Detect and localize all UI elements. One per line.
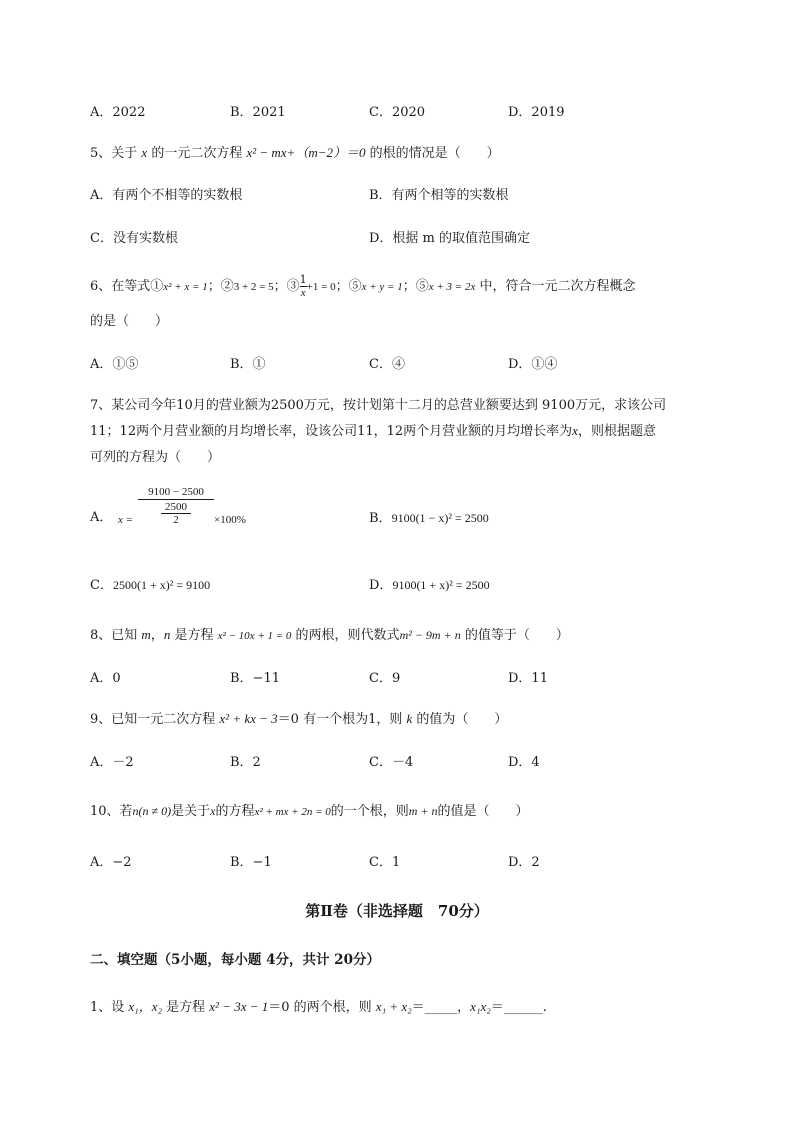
q8-text: ， [150, 628, 164, 643]
q9-text: 9、已知一元二次方程 [90, 712, 220, 727]
q7-stem-line3: 可列的方程为（ ） [90, 450, 221, 465]
q8-stem [90, 624, 569, 643]
part-two-title: 第Ⅱ卷（非选择题 70分） [305, 902, 489, 920]
q8-text: 8、已知 [90, 628, 142, 643]
q10-text: 的一个根，则 [330, 804, 409, 819]
q5-option-d[interactable]: D．根据 m 的取值范围确定 [369, 231, 531, 246]
q8-option-b[interactable]: B．−11 [230, 671, 280, 686]
q8-text: 是方程 [170, 628, 218, 643]
fill-q1-roots: x₁，x₂ [128, 999, 162, 1014]
q8-text: 的两根，则代数式 [291, 628, 400, 643]
q9-stem [90, 708, 507, 727]
q6-eq4: x + y = 1 [361, 281, 403, 293]
q7-option-c[interactable] [90, 574, 210, 593]
q10-equation: x² + mx + 2n = 0 [254, 806, 331, 818]
q10-stem [90, 800, 529, 819]
q7-option-a-label: A． [90, 510, 113, 525]
q5-option-b[interactable]: B．有两个相等的实数根 [369, 188, 509, 203]
q5-var: x [141, 145, 148, 160]
q7-option-a-fraction [138, 486, 214, 526]
q7-option-c-label: C． [90, 578, 113, 593]
q8-equation: x² − 10x + 1 = 0 [217, 630, 292, 642]
fill-q1-product: x₁x₂ [470, 999, 491, 1014]
q10-var-x: x [210, 804, 216, 818]
q7-var: x [572, 423, 578, 438]
q10-option-d[interactable]: D．2 [508, 855, 540, 870]
fill-q1-stem [90, 996, 547, 1015]
q7-stem-line2 [90, 420, 656, 439]
q6-eq2: 3 + 2 = 5 [233, 281, 274, 293]
q6-option-a[interactable]: A．①⑤ [90, 357, 139, 372]
q6-text: ；③ [273, 279, 300, 294]
q7-option-a-inner-numerator: 2500 [161, 501, 191, 514]
q6-text: 中，符合一元二次方程概念 [475, 279, 636, 294]
q7-option-b-equation: 9100(1 − x)² = 2500 [391, 511, 489, 525]
q7-option-a-numerator: 9100 − 2500 [138, 486, 214, 500]
q8-text: 的值等于（ ） [460, 628, 569, 643]
q5-equation: x² − mx+（m−2）＝0 [246, 145, 366, 160]
q6-option-d[interactable]: D．①④ [508, 357, 558, 372]
q6-text: ；⑤ [335, 279, 362, 294]
fill-q1-text: 是方程 [162, 1000, 210, 1015]
q6-frac-den: x [300, 287, 306, 299]
q9-option-c[interactable]: C．－4 [369, 755, 414, 770]
q6-option-c[interactable]: C．④ [369, 357, 405, 372]
q6-stem-line2: 的是（ ） [90, 314, 169, 329]
q5-text: 的根的情况是（ ） [365, 146, 500, 161]
q10-text: 的值是（ ） [437, 804, 529, 819]
fill-q1-blank-2[interactable]: ＝______. [490, 1000, 547, 1015]
q7-option-a-tail: ×100% [214, 514, 246, 526]
q10-option-b[interactable]: B．−1 [230, 855, 272, 870]
q10-option-c[interactable]: C．1 [369, 855, 401, 870]
q7-text: ，则根据题意 [577, 424, 656, 439]
fill-q1-text: ＝0 的两个根，则 [268, 1000, 376, 1015]
q6-text: ；② [207, 279, 234, 294]
q7-option-d-label: D． [369, 578, 393, 593]
q6-text: ；⑤ [402, 279, 429, 294]
fill-q1-text: 1、设 [90, 1000, 129, 1015]
q8-var-m: m [141, 627, 151, 642]
q9-option-d[interactable]: D．4 [508, 755, 540, 770]
q4-option-c[interactable]: C．2020 [369, 105, 426, 120]
q6-eq5: x + 3 = 2x [428, 281, 476, 293]
q9-option-b[interactable]: B．2 [230, 755, 261, 770]
q8-var-n: n [163, 627, 171, 642]
q4-option-a[interactable]: A．2022 [90, 105, 146, 120]
q5-option-c[interactable]: C．没有实数根 [90, 231, 178, 246]
q7-option-a-inner-denominator: 2 [173, 514, 179, 526]
q6-eq1: x² + x = 1 [163, 281, 208, 293]
q6-frac-num: 1 [299, 273, 307, 286]
q10-expression: m + n [408, 804, 438, 818]
q10-text: 是关于 [171, 804, 211, 819]
fill-q1-equation: x² − 3x − 1 [209, 999, 269, 1014]
q10-text: 10、若 [90, 804, 133, 819]
q10-text: 的方程 [215, 804, 255, 819]
q7-option-d[interactable] [369, 574, 490, 593]
q7-option-b-label: B． [369, 511, 392, 526]
q4-option-d[interactable]: D．2019 [508, 105, 565, 120]
q10-condition: n(n ≠ 0) [132, 804, 172, 818]
q9-var-k: k [406, 711, 413, 726]
q7-option-d-equation: 9100(1 + x)² = 2500 [392, 578, 490, 592]
fill-q1-sum: x₁ + x₂ [375, 999, 412, 1014]
q7-text: 11；12两个月营业额的月均增长率，设该公司11，12两个月营业额的月均增长率为 [90, 424, 573, 439]
fill-q1-blank-1[interactable]: ＝_____， [411, 1000, 471, 1015]
q8-option-a[interactable]: A．0 [90, 671, 121, 686]
q4-option-b[interactable]: B．2021 [230, 105, 286, 120]
q8-option-c[interactable]: C．9 [369, 671, 401, 686]
q9-text: ＝0 有一个根为1，则 [277, 712, 407, 727]
q9-equation: x² + kx − 3 [219, 711, 278, 726]
q7-stem-line1: 7、某公司今年10月的营业额为2500万元，按计划第十二月的总营业额要达到 9100万元，求该公司 [90, 398, 667, 413]
q6-fraction [300, 273, 307, 300]
q7-option-b[interactable] [369, 507, 489, 526]
q7-option-a-lhs: x = [118, 514, 134, 526]
q5-text: 5、关于 [90, 146, 142, 161]
q8-expression: m² − 9m + n [399, 628, 461, 642]
q8-option-d[interactable]: D．11 [508, 671, 548, 686]
q6-text: 6、在等式① [90, 279, 164, 294]
q6-eq3: +1 = 0 [306, 281, 336, 293]
q9-option-a[interactable]: A．－2 [90, 755, 134, 770]
q7-option-c-equation: 2500(1 + x)² = 9100 [112, 578, 211, 592]
q9-text: 的值为（ ） [412, 712, 508, 727]
q5-stem [90, 142, 500, 161]
q6-option-b[interactable]: B．① [230, 357, 266, 372]
q5-option-a[interactable]: A．有两个不相等的实数根 [90, 188, 243, 203]
q10-option-a[interactable]: A．−2 [90, 855, 132, 870]
section-heading: 二、填空题（5小题，每小题 4分，共计 20分） [90, 952, 380, 968]
q6-stem-line1 [90, 270, 636, 304]
q5-text: 的一元二次方程 [147, 146, 247, 161]
